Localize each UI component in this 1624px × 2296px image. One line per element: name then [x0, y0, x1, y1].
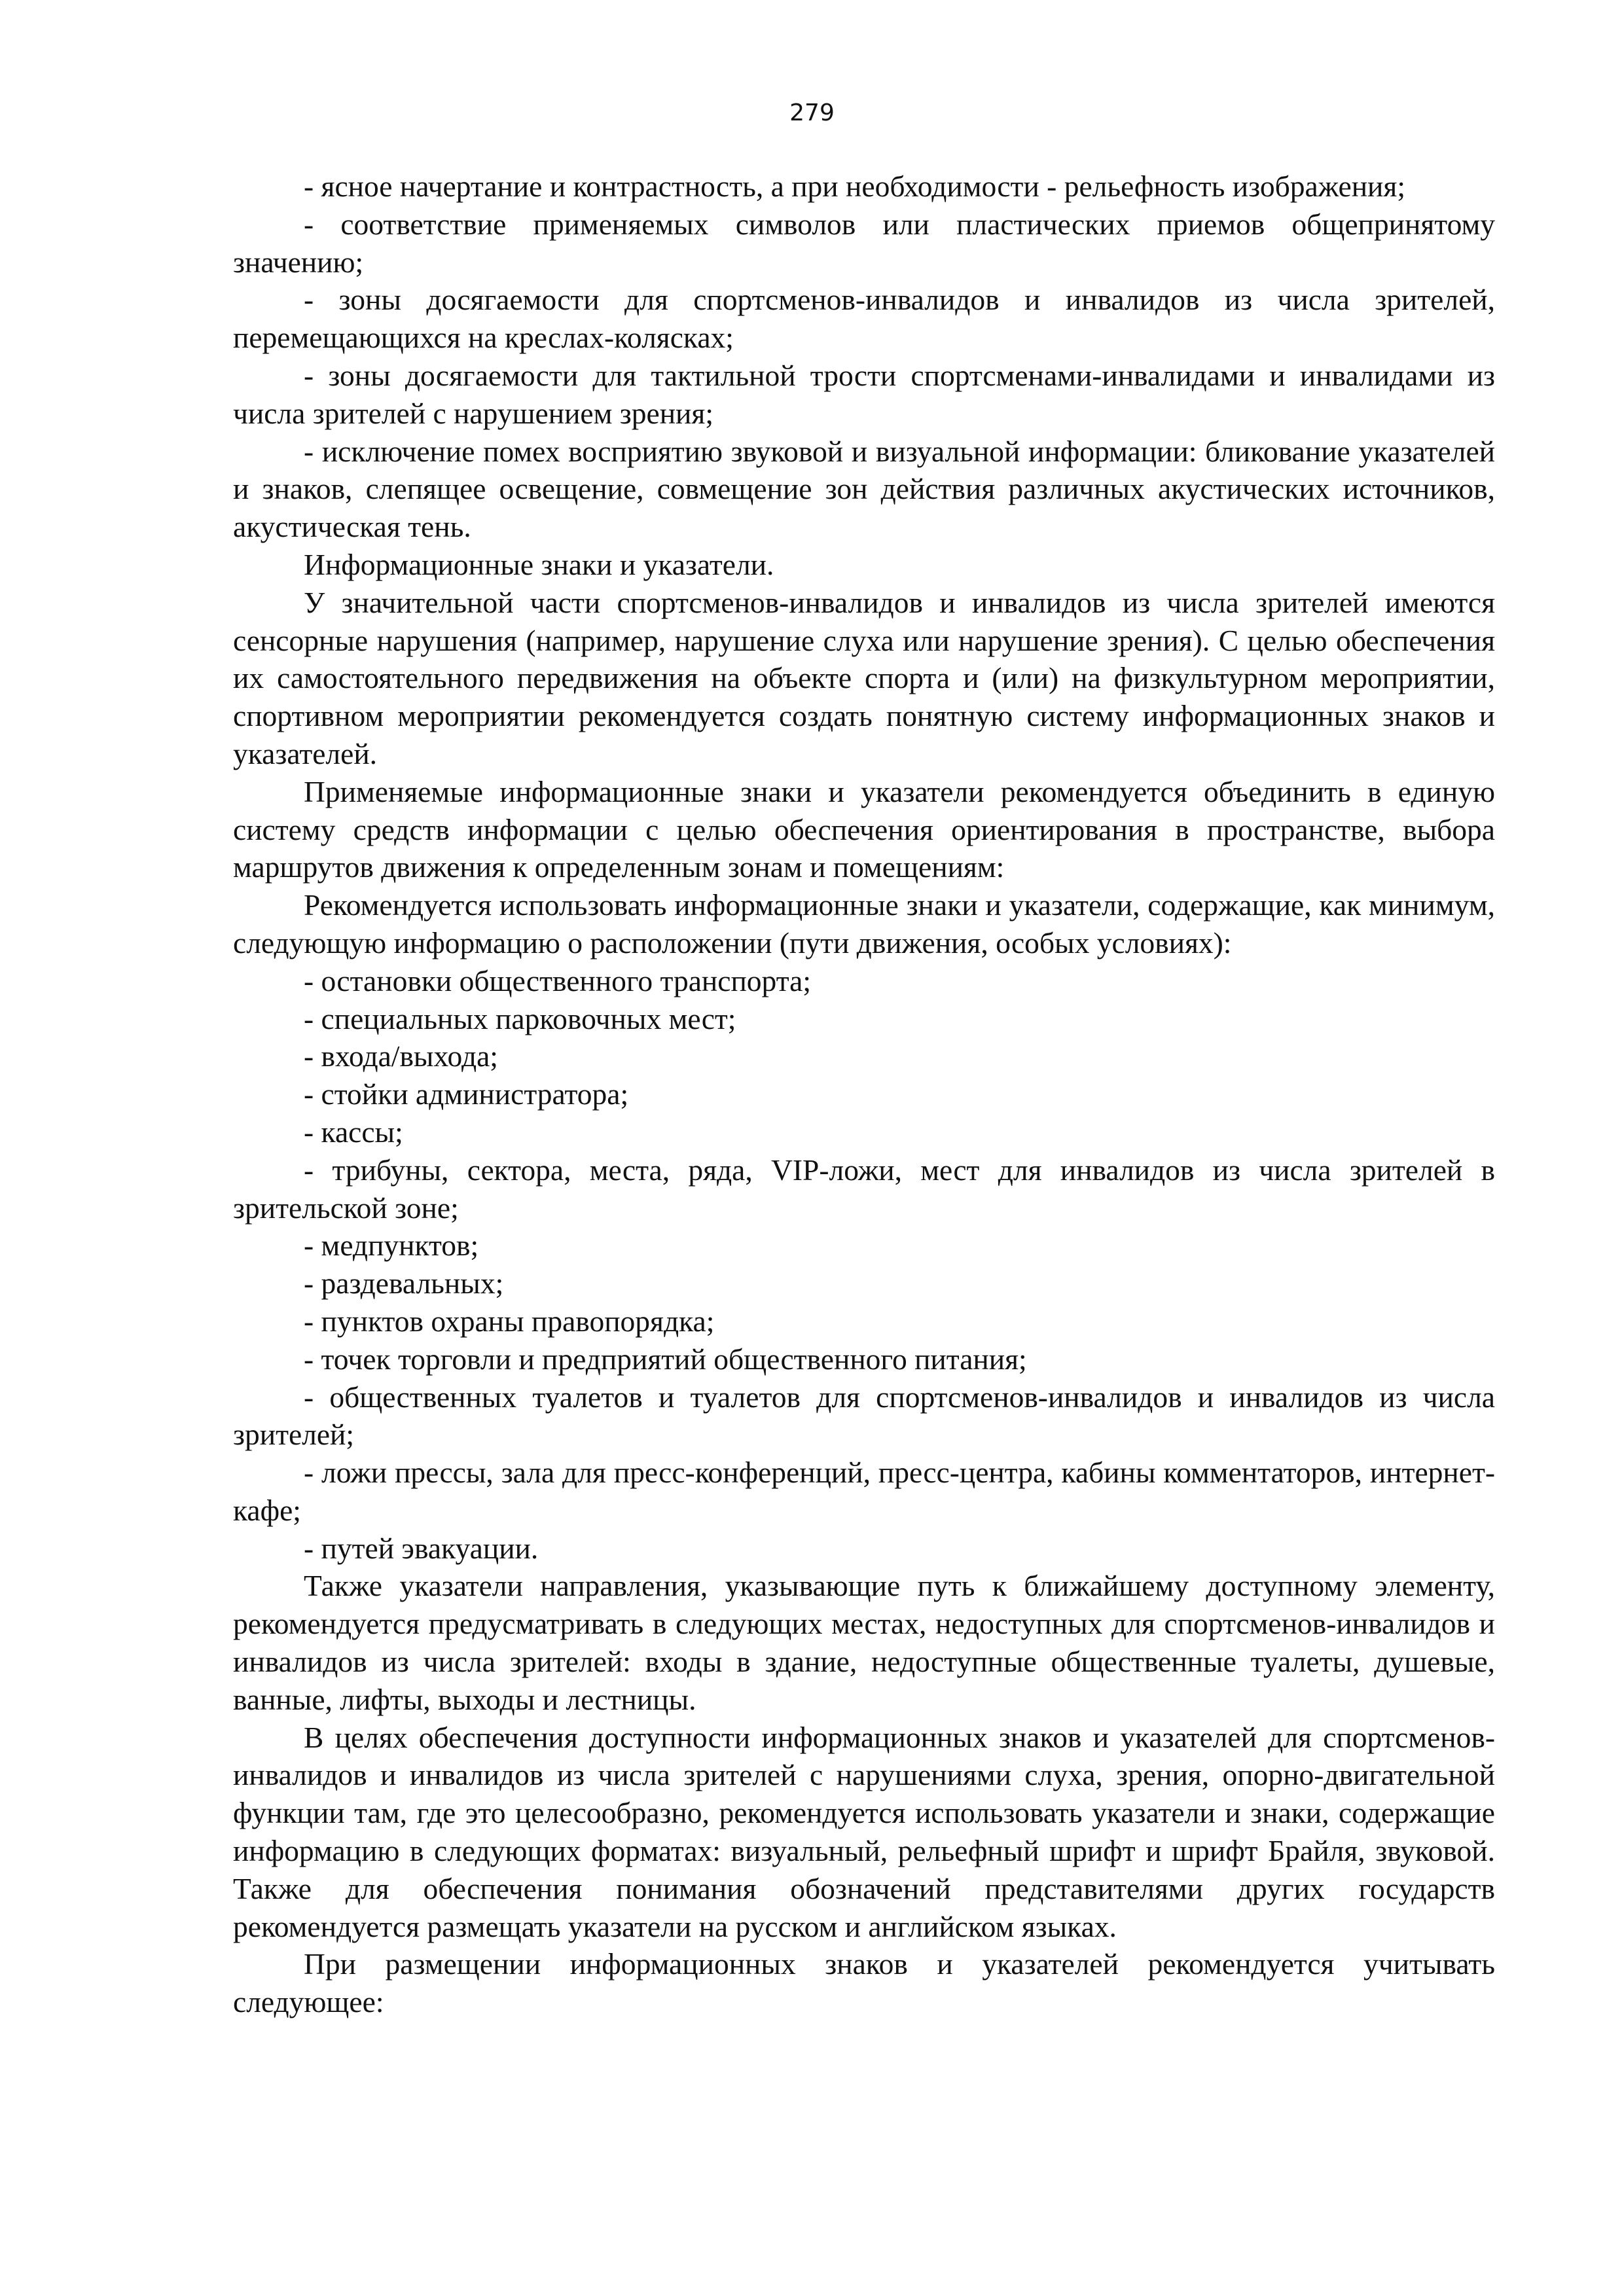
list-item: - входа/выхода;	[304, 1039, 498, 1073]
list-item: - специальных парковочных мест;	[304, 1001, 736, 1035]
list-item: - стойки администратора;	[304, 1077, 629, 1111]
paragraph: - исключение помех восприятию звуковой и визуальной информации: бликование указателей и знаков, слепящее освещение, совмещение зон действия различных акустических источников, акустическая тень.	[233, 434, 1495, 544]
list-item: - медпунктов;	[304, 1229, 479, 1263]
paragraph: В целях обеспечения доступности информационных знаков и указателей для спортсменов-инвалидов и инвалидов из числа зрителей с нарушениями слуха, зрения, опорно-двигательной функции там, где это целесообразно, рекомендуется использовать указатели и знаки, содержащие информацию в следующих форматах: визуальный, рельефный шрифт и шрифт Брайля, звуковой. Также для обеспечения понимания обозначений представителями других государств рекомендуется размещать указатели на русском и английском языках.	[233, 1720, 1495, 1943]
paragraph: Также указатели направления, указывающие путь к ближайшему доступному элементу, рекомендуется предусматривать в следующих местах, недоступных для спортсменов-инвалидов и инвалидов из числа зрителей: входы в здание, недоступные общественные туалеты, душевые, ванные, лифты, выходы и лестницы.	[233, 1569, 1495, 1716]
paragraph: - ясное начертание и контрастность, а при необходимости - рельефность изображения;	[304, 170, 1405, 203]
paragraph: - зоны досягаемости для спортсменов-инвалидов и инвалидов из числа зрителей, перемещающихся на креслах-колясках;	[233, 283, 1495, 355]
paragraph: Рекомендуется использовать информационные знаки и указатели, содержащие, как минимум, следующую информацию о расположении (пути движения, особых условиях):	[233, 888, 1495, 960]
list-item: - точек торговли и предприятий общественного питания;	[304, 1342, 1027, 1376]
list-item: - трибуны, сектора, места, ряда, VIP-ложи, мест для инвалидов из числа зрителей в зрительской зоне;	[233, 1153, 1495, 1225]
list-item: - кассы;	[304, 1115, 403, 1149]
list-item: - общественных туалетов и туалетов для спортсменов-инвалидов и инвалидов из числа зрителей;	[233, 1380, 1495, 1452]
paragraph: - зоны досягаемости для тактильной трости спортсменами-инвалидами и инвалидами из числа зрителей с нарушением зрения;	[233, 358, 1495, 430]
paragraph: У значительной части спортсменов-инвалидов и инвалидов из числа зрителей имеются сенсорные нарушения (например, нарушение слуха или нарушение зрения). С целью обеспечения их самостоятельного передвижения на объекте спорта и (или) на физкультурном мероприятии, спортивном мероприятии рекомендуется создать понятную систему информационных знаков и указателей.	[233, 585, 1495, 770]
list-item: - путей эвакуации.	[304, 1531, 539, 1565]
paragraph: - соответствие применяемых символов или пластических приемов общепринятому значению;	[233, 207, 1495, 279]
section-heading: Информационные знаки и указатели.	[304, 547, 774, 581]
list-item: - остановки общественного транспорта;	[304, 963, 811, 997]
paragraph: При размещении информационных знаков и указателей рекомендуется учитывать следующее:	[233, 1947, 1495, 2019]
page-number: 279	[789, 99, 835, 126]
list-item: - пунктов охраны правопорядка;	[304, 1304, 715, 1338]
list-item: - раздевальных;	[304, 1266, 504, 1300]
document-body	[233, 168, 1495, 2021]
paragraph: Применяемые информационные знаки и указатели рекомендуется объединить в единую систему средств информации с целью обеспечения ориентирования в пространстве, выбора маршрутов движения к определенным зонам и помещениям:	[233, 774, 1495, 884]
list-item: - ложи прессы, зала для пресс-конференций, пресс-центра, кабины комментаторов, интернет-кафе;	[233, 1456, 1495, 1527]
